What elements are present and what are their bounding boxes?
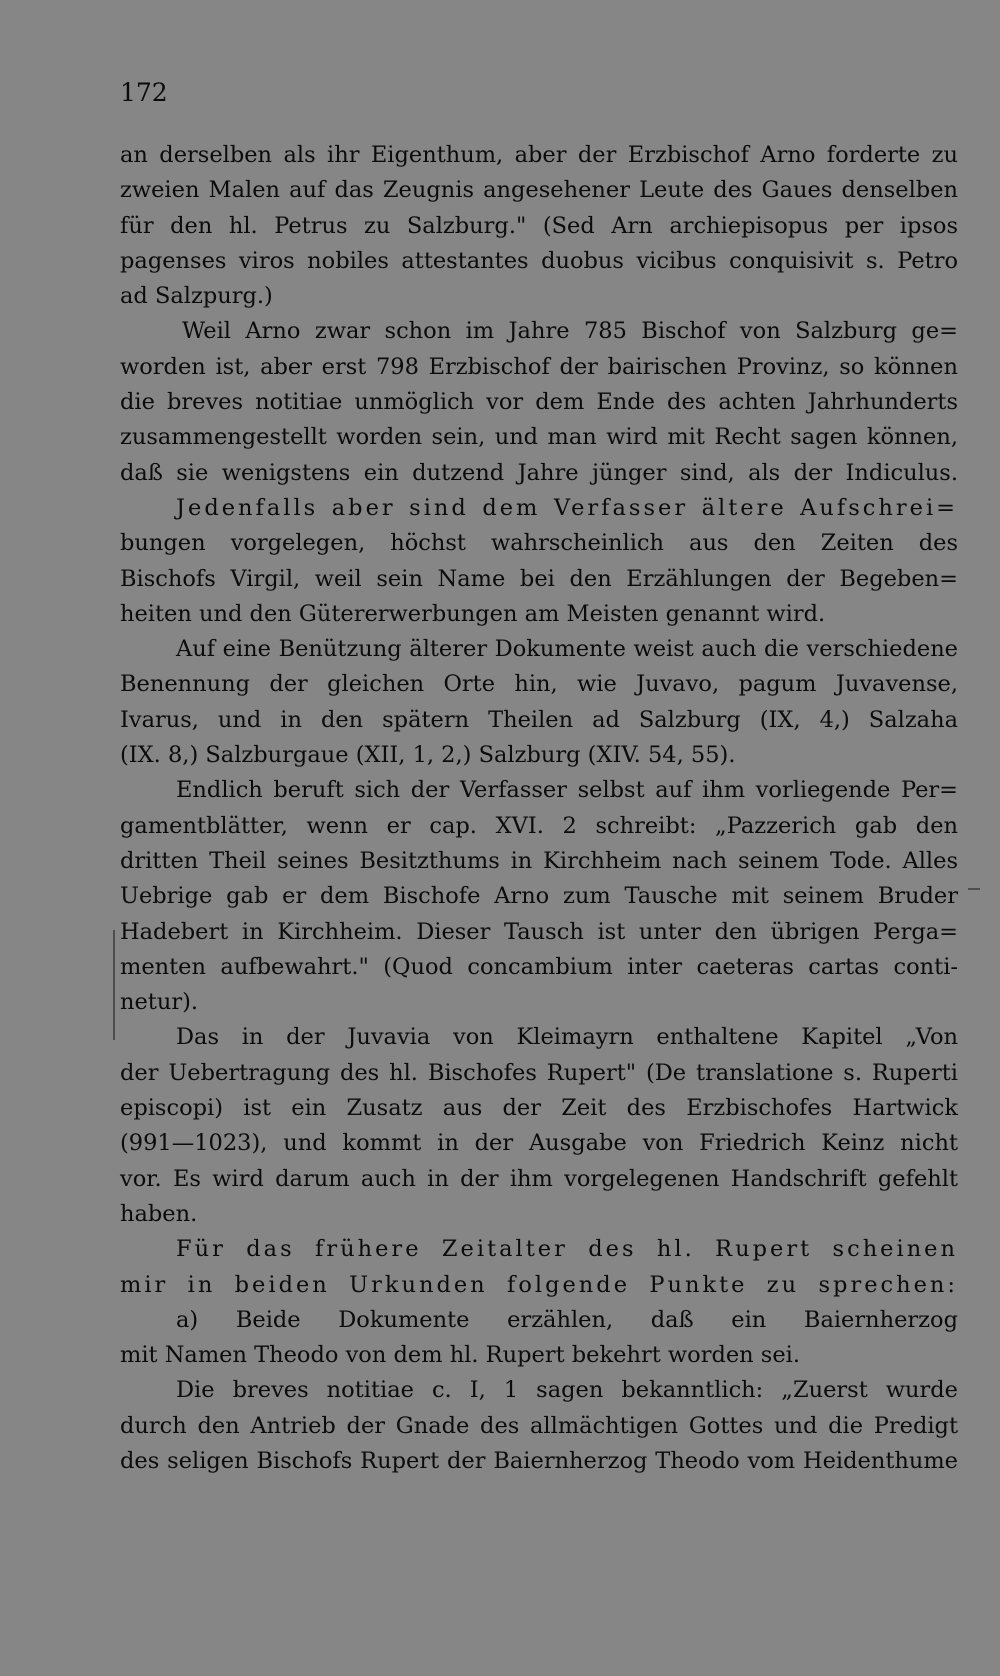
text-line: vor. Es wird darum auch in der ihm vorgelegenen Handschrift gefehlt [120, 1165, 958, 1192]
text-line: Endlich beruft sich der Verfasser selbst auf ihm vorliegende Per= [176, 777, 958, 804]
text-line: Jedenfalls aber sind dem Verfasser ältere Aufschrei= [176, 494, 958, 521]
text-line: des seligen Bischofs Rupert der Baiernherzog Theodo vom Heidenthume [120, 1447, 958, 1474]
text-line: der Uebertragung des hl. Bischofes Rupert" (De translatione s. Ruperti [120, 1059, 958, 1086]
text-line: Die breves notitiae c. I, 1 sagen bekanntlich: „Zuerst wurde [176, 1377, 958, 1404]
text-line: an derselben als ihr Eigenthum, aber der Erzbischof Arno forderte zu [120, 142, 958, 168]
text-line: ad Salzpurg.) [120, 283, 273, 310]
text-line: Das in der Juvavia von Kleimayrn enthaltene Kapitel „Von [176, 1024, 958, 1051]
text-line: Auf eine Benützung älterer Dokumente weist auch die verschiedene [176, 636, 958, 663]
text-line: menten aufbewahrt." (Quod concambium inter caeteras cartas conti- [120, 953, 958, 980]
text-line: pagenses viros nobiles attestantes duobus vicibus conquisivit s. Petro [120, 247, 958, 274]
text-line: Ivarus, und in den spätern Theilen ad Salzburg (IX, 4,) Salzaha [120, 706, 958, 733]
text-line: Weil Arno zwar schon im Jahre 785 Bischof von Salzburg ge= [182, 318, 958, 345]
text-line: mit Namen Theodo von dem hl. Rupert bekehrt worden sei. [120, 1342, 801, 1369]
text-line: bungen vorgelegen, höchst wahrscheinlich aus den Zeiten des [120, 530, 958, 557]
text-line: Für das frühere Zeitalter des hl. Rupert scheinen [176, 1236, 958, 1263]
text-line: Uebrige gab er dem Bischofe Arno zum Tausche mit seinem Bruder [120, 883, 958, 910]
text-line: heiten und den Gütererwerbungen am Meisten genannt wird. [120, 600, 826, 627]
text-line: worden ist, aber erst 798 Erzbischof der bairischen Provinz, so können [120, 353, 958, 380]
page-number: 172 [120, 78, 168, 107]
text-line: (991—1023), und kommt in der Ausgabe von Friedrich Keinz nicht [120, 1130, 958, 1157]
text-line: zweien Malen auf das Zeugnis angesehener Leute des Gaues denselben [120, 177, 958, 204]
text-line: episcopi) ist ein Zusatz aus der Zeit des Erzbischofes Hartwick [120, 1095, 958, 1122]
margin-pencil-mark [113, 930, 115, 1040]
text-line: durch den Antrieb der Gnade des allmächtigen Gottes und die Predigt [120, 1412, 958, 1439]
margin-dash-mark [968, 888, 980, 890]
text-line: gamentblätter, wenn er cap. XVI. 2 schreibt: „Pazzerich gab den [120, 812, 958, 839]
text-line: daß sie wenigstens ein dutzend Jahre jünger sind, als der Indiculus. [120, 459, 958, 486]
page-text [120, 138, 958, 1479]
text-line: für den hl. Petrus zu Salzburg." (Sed Arn archiepisopus per ipsos [120, 212, 958, 239]
text-line: dritten Theil seines Besitzthums in Kirchheim nach seinem Tode. Alles [120, 847, 958, 874]
text-line: Bischofs Virgil, weil sein Name bei den Erzählungen der Begeben= [120, 565, 958, 592]
text-line: Hadebert in Kirchheim. Dieser Tausch ist unter den übrigen Perga= [120, 918, 958, 945]
text-line: netur). [120, 989, 199, 1016]
text-line: haben. [120, 1200, 198, 1227]
text-line: Benennung der gleichen Orte hin, wie Juvavo, pagum Juvavense, [120, 671, 958, 698]
text-line: a) Beide Dokumente erzählen, daß ein Baiernherzog [176, 1306, 958, 1333]
text-line: zusammengestellt worden sein, und man wird mit Recht sagen können, [120, 424, 958, 451]
text-line: die breves notitiae unmöglich vor dem Ende des achten Jahrhunderts [120, 389, 958, 416]
text-line: mir in beiden Urkunden folgende Punkte zu sprechen: [120, 1271, 958, 1298]
text-line: (IX. 8,) Salzburgaue (XII, 1, 2,) Salzburg (XIV. 54, 55). [120, 742, 736, 769]
